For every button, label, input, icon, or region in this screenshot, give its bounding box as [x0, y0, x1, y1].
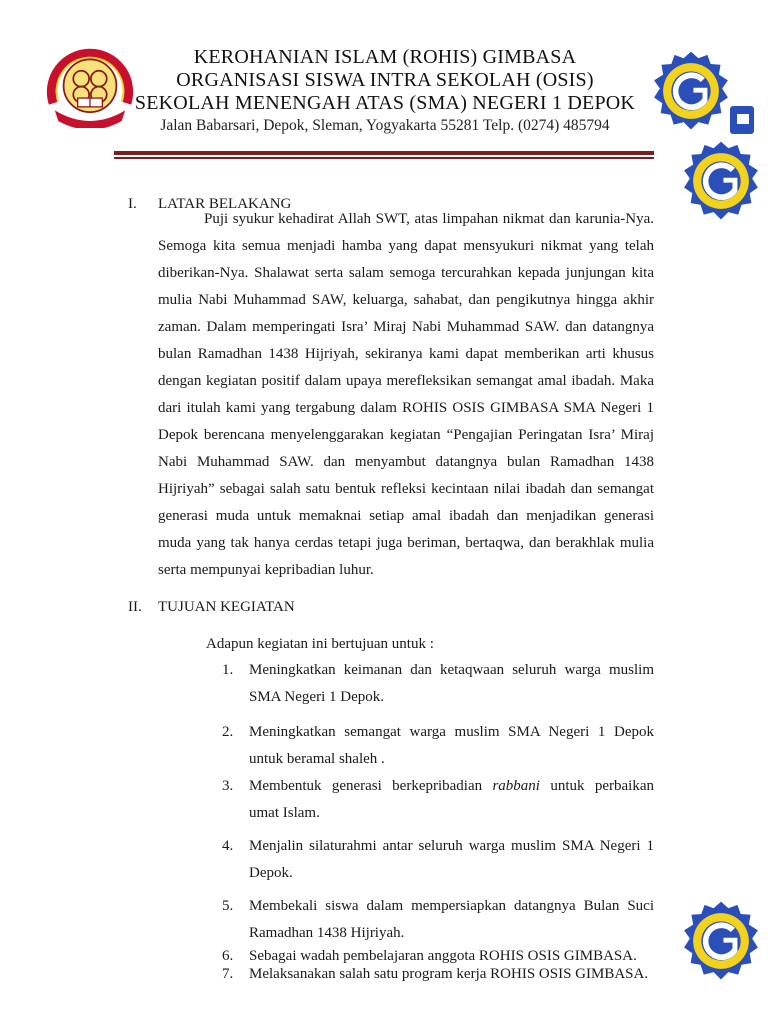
rohis-g-logo-icon — [650, 50, 732, 132]
list-item-number: 1. — [222, 662, 234, 678]
list-item-text: Melaksanakan salah satu program kerja ROHIS OSIS GIMBASA. — [249, 966, 649, 982]
list-item — [222, 773, 654, 827]
background-paragraph: Puji syukur kehadirat Allah SWT, atas limpahan nikmat dan karunia-Nya. Semoga kita semua menjadi hamba yang dapat mensyukuri nikmat yang telah diberikan-Nya. Shalawat serta salam semoga tercurahkan kepada junjungan kita mulia Nabi Muhammad SAW, keluarga, sahabat, dan pengikutnya hingga akhir zaman. Dalam memperingati Isra’ Miraj Nabi Muhammad SAW. dan datangnya bulan Ramadhan 1438 Hijriyah, sekiranya kami dapat memberikan arti khusus dengan kegiatan positif dalam upaya merefleksikan semangat amal ibadah. Maka dari itulah kami yang tergabung dalam ROHIS OSIS GIMBASA SMA Negeri 1 Depok berencana menyelenggarakan kegiatan “Pengajian Peringatan Isra’ Miraj Nabi Muhammad SAW. dan menyambut datangnya bulan Ramadhan 1438 Hijriyah” sebagai salah satu bentuk refleksi kecintaan nilai ibadah dan semangat generasi muda untuk memaknai setiap amal ibadah dan menjadikan generasi muda yang tak hanya cerdas tetapi juga beriman, bertaqwa, dan berakhlak mulia serta mempunyai kepribadian luhur. — [158, 211, 654, 578]
list-item-number: 6. — [222, 948, 234, 964]
list-item — [222, 893, 654, 947]
list-item-number: 4. — [222, 838, 234, 854]
list-item — [222, 657, 654, 711]
section-title: TUJUAN KEGIATAN — [158, 599, 295, 615]
school-address: Jalan Babarsari, Depok, Sleman, Yogyakarta 55281 Telp. (0274) 485794 — [160, 117, 610, 134]
list-item-number: 7. — [222, 966, 234, 982]
list-item-text: Membekali siswa dalam mempersiapkan datangnya Bulan Suci Ramadhan 1438 Hijriyah. — [249, 898, 654, 941]
letterhead-text — [120, 46, 650, 137]
list-item — [222, 719, 654, 773]
rohis-g-logo-icon — [680, 900, 762, 982]
list-item-text: Meningkatkan keimanan dan ketaqwaan seluruh warga muslim SMA Negeri 1 Depok. — [249, 662, 654, 705]
header-rule-thick — [114, 151, 654, 155]
org-parent-line: ORGANISASI SISWA INTRA SEKOLAH (OSIS) — [176, 69, 594, 91]
list-item — [222, 965, 654, 983]
list-item-text: Sebagai wadah pembelajaran anggota ROHIS OSIS GIMBASA. — [249, 948, 637, 964]
rohis-g-logo-icon — [680, 140, 762, 222]
section-number: I. — [128, 196, 137, 212]
list-item-text — [249, 773, 654, 827]
section-heading — [128, 597, 295, 617]
list-item-number: 3. — [222, 778, 234, 794]
header-rule-thin — [114, 157, 654, 159]
org-name-line: KEROHANIAN ISLAM (ROHIS) GIMBASA — [193, 46, 577, 68]
list-item-text: Menjalin silaturahmi antar seluruh warga muslim SMA Negeri 1 Depok. — [249, 838, 654, 881]
list-item-text-part: untuk perbaikan umat Islam. — [249, 778, 654, 821]
objectives-intro: Adapun kegiatan ini bertujuan untuk : — [206, 636, 434, 652]
list-item-emphasis: rabbani — [492, 778, 540, 794]
list-item — [222, 833, 654, 887]
list-item-text: Meningkatkan semangat warga muslim SMA Negeri 1 Depok untuk beramal shaleh . — [249, 724, 654, 767]
objectives-list — [222, 657, 654, 983]
list-item — [222, 947, 654, 965]
section-title: LATAR BELAKANG — [158, 196, 292, 212]
school-name-line: SEKOLAH MENENGAH ATAS (SMA) NEGERI 1 DEPOK — [134, 92, 636, 114]
list-item-number: 5. — [222, 898, 234, 914]
list-item-text-part: Membentuk generasi berkepribadian — [249, 778, 493, 794]
list-item-number: 2. — [222, 724, 234, 740]
rohis-g-logo-fragment-icon — [728, 100, 756, 140]
section-number: II. — [128, 599, 142, 615]
